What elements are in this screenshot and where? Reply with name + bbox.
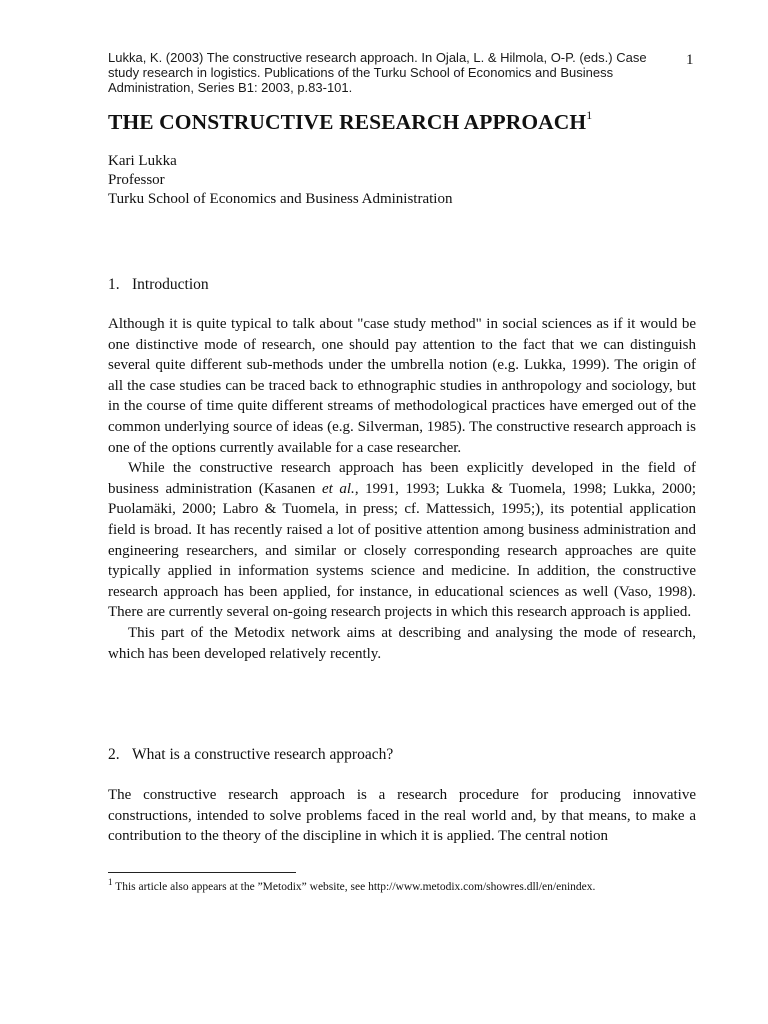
section-title: Introduction xyxy=(132,276,209,293)
section-heading-introduction xyxy=(108,276,209,294)
footnote-divider xyxy=(108,872,296,873)
section-title: What is a constructive research approach? xyxy=(132,746,394,763)
author-position: Professor xyxy=(108,172,165,188)
introduction-body xyxy=(108,314,696,664)
paragraph-text: Although it is quite typical to talk about "case study method" in social sciences as if it would be one distinctive mode of research, one should pay attention to the fact that we can distinguish several quite different sub-methods under the umbrella notion (e.g. Lukka, 1999). The origin of all the case studies can be traced back to ethnographic studies in anthropology and sociology, but in the course of time quite different streams of methodological practices have emerged out of the common underlying source of ideas (e.g. Silverman, 1985). The constructive research approach is one of the options currently available for a case researcher. xyxy=(108,316,696,456)
section-number: 1. xyxy=(108,276,120,293)
citation-header: Lukka, K. (2003) The constructive research approach. In Ojala, L. & Hilmola, O-P. (eds.) Case study research in logistics. Publications of the Turku School of Economics and Business Administration, Series B1: 2003, p.83-101. xyxy=(108,50,647,95)
page-number: 1 xyxy=(686,52,694,68)
paragraph-text: The constructive research approach is a research procedure for producing innovative constructions, intended to solve problems faced in the real world and, by that means, to make a contribution to the theory of the discipline in which it is applied. The central notion xyxy=(108,787,696,845)
paper-title-text: THE CONSTRUCTIVE RESEARCH APPROACH xyxy=(108,110,587,135)
paragraph-text: This part of the Metodix network aims at describing and analysing the mode of research, which has been developed relatively recently. xyxy=(108,624,696,662)
title-footnote-marker[interactable]: 1 xyxy=(586,108,593,122)
paragraph xyxy=(108,314,696,458)
author-block xyxy=(108,152,452,209)
paper-title xyxy=(108,110,592,135)
section-two-body xyxy=(108,785,696,847)
author-affiliation: Turku School of Economics and Business Administration xyxy=(108,191,453,207)
author-name: Kari Lukka xyxy=(108,153,177,169)
paragraph-emphasis: et al. xyxy=(321,480,355,497)
footnote-text: This article also appears at the ”Metodix” website, see http://www.metodix.com/showres.dll/en/enindex. xyxy=(112,880,596,893)
footnote-marker: 1 xyxy=(108,877,113,887)
section-number: 2. xyxy=(108,746,120,763)
section-heading-what-is xyxy=(108,746,393,764)
paragraph-text: , 1991, 1993; Lukka & Tuomela, 1998; Lukka, 2000; Puolamäki, 2000; Labro & Tuomela, in press; cf. Mattessich, 1995;), its potential application field is broad. It has recently raised a lot of positive attention among business administration and engineering researchers, and similar or closely corresponding research approaches are quite typically applied in information systems science and medicine. In addition, the constructive research approach has been applied, for instance, in educational sciences as well (Vaso, 1998). There are currently several on-going research projects in which this research approach is applied. xyxy=(108,480,696,621)
paragraph xyxy=(108,458,696,623)
paragraph xyxy=(108,785,696,847)
footnote xyxy=(108,877,595,893)
paragraph-text: While the constructive research approach has been explicitly developed in the field of business administration (Kasanen xyxy=(108,460,696,497)
paragraph xyxy=(108,623,696,664)
